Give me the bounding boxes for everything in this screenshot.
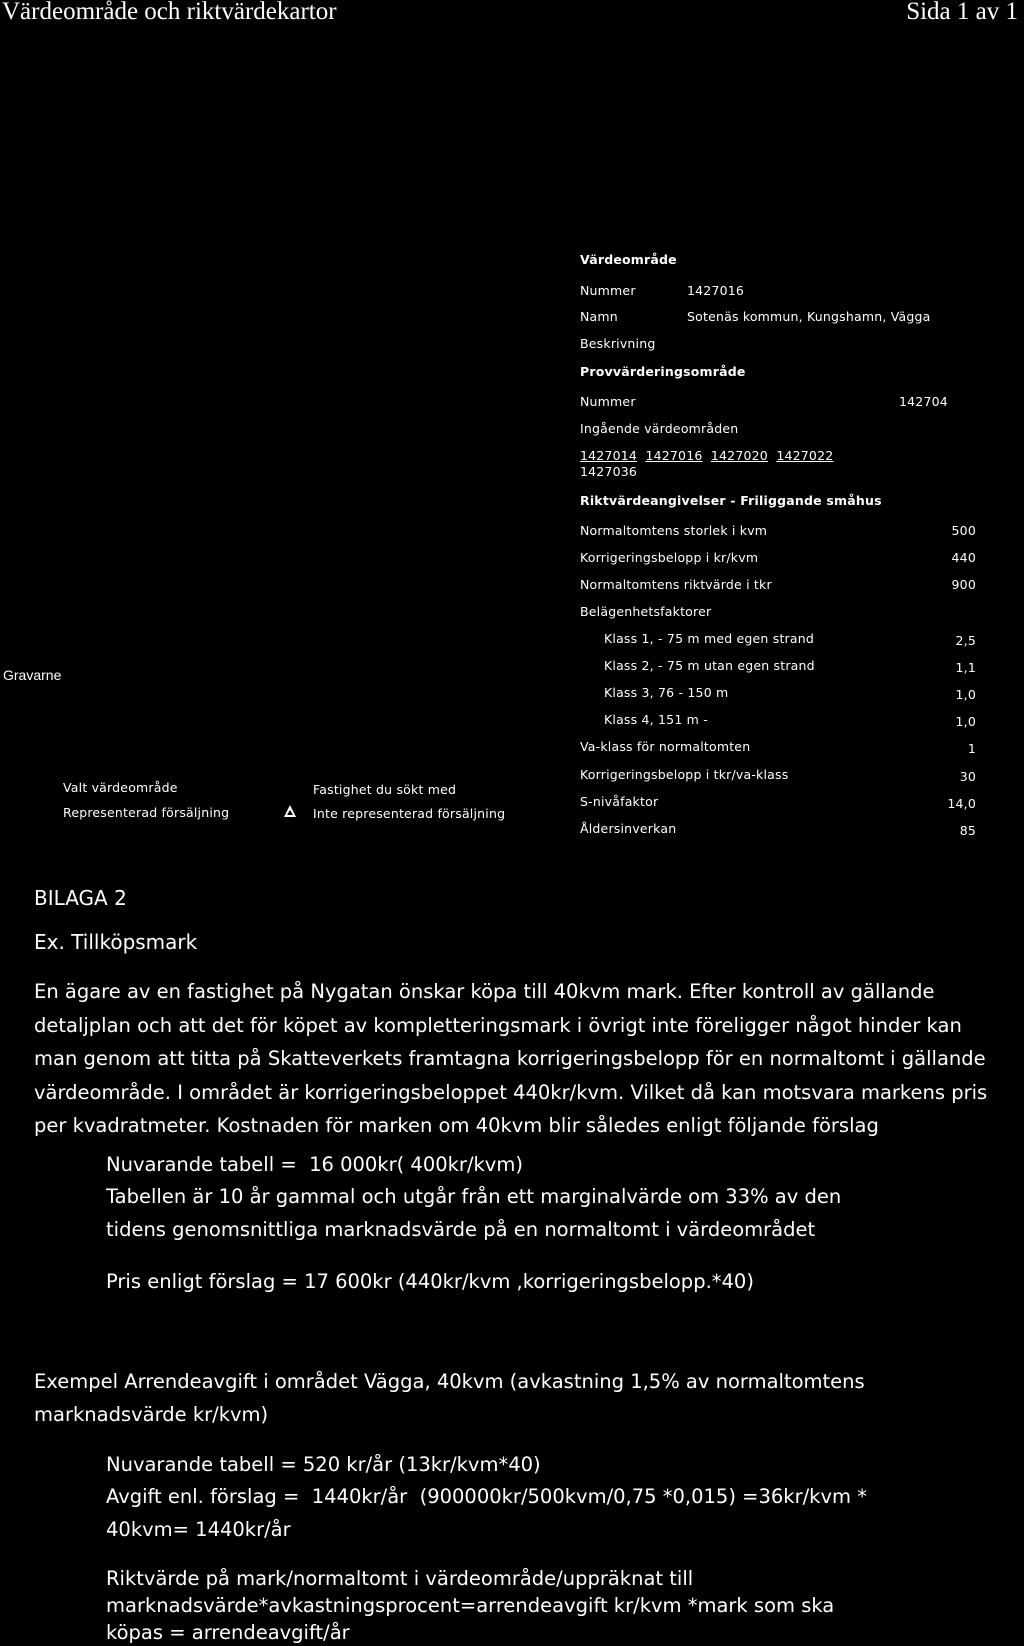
area-link[interactable]: 1427022: [776, 448, 834, 463]
riktvarde-row-value: 500: [951, 523, 976, 538]
vardeomrade-nummer-label: Nummer: [580, 283, 636, 298]
legend-fastighet: Fastighet du sökt med: [313, 782, 457, 797]
klass-value: 1,0: [955, 687, 976, 702]
area-link[interactable]: 1427020: [710, 448, 768, 463]
area-link[interactable]: 1427016: [645, 448, 703, 463]
klass-value: 1,1: [955, 660, 976, 675]
page-header-title: Värdeområde och riktvärdekartor: [2, 0, 337, 25]
riktvarde-formel: Riktvärde på mark/normaltomt i värdeområde/uppräknat till marknadsvärde*avkastningsprocent=arrendeavgift kr/kvm *mark som ska köpas = arrendeavgift/år: [106, 1567, 835, 1644]
vardeomrade-namn-label: Namn: [580, 309, 618, 324]
klass-value: 2,5: [955, 633, 976, 648]
legend-representerad: Representerad försäljning: [63, 805, 230, 820]
belagenhet-label: Belägenhetsfaktorer: [580, 604, 712, 619]
avgift-forslag: Avgift enl. förslag = 1440kr/år (900000kr/500kvm/0,75 *0,015) =36kr/kvm * 40kvm= 1440kr/år: [106, 1485, 874, 1541]
riktvarde-row-label: Korrigeringsbelopp i kr/kvm: [580, 550, 759, 565]
riktvarde-row-label: Normaltomtens riktvärde i tkr: [580, 577, 772, 592]
provvardering-heading: Provvärderingsområde: [580, 364, 746, 379]
riktvarde-row2-value: 1: [967, 741, 976, 756]
riktvarde-row-value: 900: [951, 577, 976, 592]
bilaga-subheading: Ex. Tillköpsmark: [34, 930, 198, 954]
map-place-label: Gravarne: [3, 667, 62, 683]
vardeomrade-namn-value: Sotenäs kommun, Kungshamn, Vägga: [687, 309, 931, 324]
riktvarde-row2-label: Korrigeringsbelopp i tkr/va-klass: [580, 767, 789, 782]
vardeomrade-beskrivning-label: Beskrivning: [580, 336, 656, 351]
klass-label: Klass 2, - 75 m utan egen strand: [604, 658, 815, 673]
riktvarde-row2-value: 14,0: [947, 796, 976, 811]
riktvarde-row-label: Normaltomtens storlek i kvm: [580, 523, 768, 538]
area-link[interactable]: 1427014: [580, 448, 638, 463]
klass-value: 1,0: [955, 714, 976, 729]
legend-valt-vardeomrade: Valt värdeområde: [63, 780, 178, 795]
legend-inte-representerad: Inte representerad försäljning: [313, 806, 506, 821]
klass-label: Klass 1, - 75 m med egen strand: [604, 631, 814, 646]
riktvarde-row2-label: Va-klass för normaltomten: [580, 739, 751, 754]
page-indicator: Sida 1 av 1: [906, 0, 1018, 25]
nuvarande-tabell-1: Nuvarande tabell = 16 000kr( 400kr/kvm): [106, 1153, 523, 1176]
exempel-arrendeavgift: Exempel Arrendeavgift i området Vägga, 40kvm (avkastning 1,5% av normaltomtens marknadsvärde kr/kvm): [34, 1370, 865, 1426]
pris-forslag: Pris enligt förslag = 17 600kr (440kr/kvm ,korrigeringsbelopp.*40): [106, 1270, 754, 1293]
vardeomrade-nummer-value: 1427016: [687, 283, 745, 298]
provvardering-nummer-label: Nummer: [580, 394, 636, 409]
ingaende-vardeomraden-label: Ingående värdeområden: [580, 421, 739, 436]
bilaga-paragraph: En ägare av en fastighet på Nygatan önskar köpa till 40kvm mark. Efter kontroll av gällande detaljplan och att det för köpet av kompletteringsmark i övrigt inte föreligger något hinder kan man genom att titta på Skatteverkets framtagna korrigeringsbelopp för en normaltomt i gällande värdeområde. I området är korrigeringsbeloppet 440kr/kvm. Vilket då kan motsvara markens pris per kvadratmeter. Kostnaden för marken om 40kvm blir således enligt följande förslag: [34, 980, 988, 1137]
riktvarde-heading: Riktvärdeangivelser - Friliggande småhus: [580, 493, 882, 508]
ingaende-vardeomraden-links: [580, 448, 833, 463]
riktvarde-row2-value: 85: [959, 823, 976, 838]
provvardering-nummer-value: 142704: [899, 394, 948, 409]
riktvarde-row2-value: 30: [959, 769, 976, 784]
triangle-warning-icon: [283, 803, 297, 822]
ingaende-area-extra: 1427036: [580, 464, 638, 479]
tabellen-text: Tabellen är 10 år gammal och utgår från ett marginalvärde om 33% av den tidens genomsnittliga marknadsvärde på en normaltomt i värdeområdet: [106, 1185, 842, 1241]
vardeomrade-heading: Värdeområde: [580, 252, 677, 267]
riktvarde-row2-label: Åldersinverkan: [580, 821, 677, 836]
klass-label: Klass 4, 151 m -: [604, 712, 708, 727]
klass-label: Klass 3, 76 - 150 m: [604, 685, 729, 700]
riktvarde-row-value: 440: [951, 550, 976, 565]
bilaga-heading: BILAGA 2: [34, 886, 127, 910]
nuvarande-tabell-2: Nuvarande tabell = 520 kr/år (13kr/kvm*40): [106, 1453, 541, 1476]
riktvarde-row2-label: S-nivåfaktor: [580, 794, 659, 809]
